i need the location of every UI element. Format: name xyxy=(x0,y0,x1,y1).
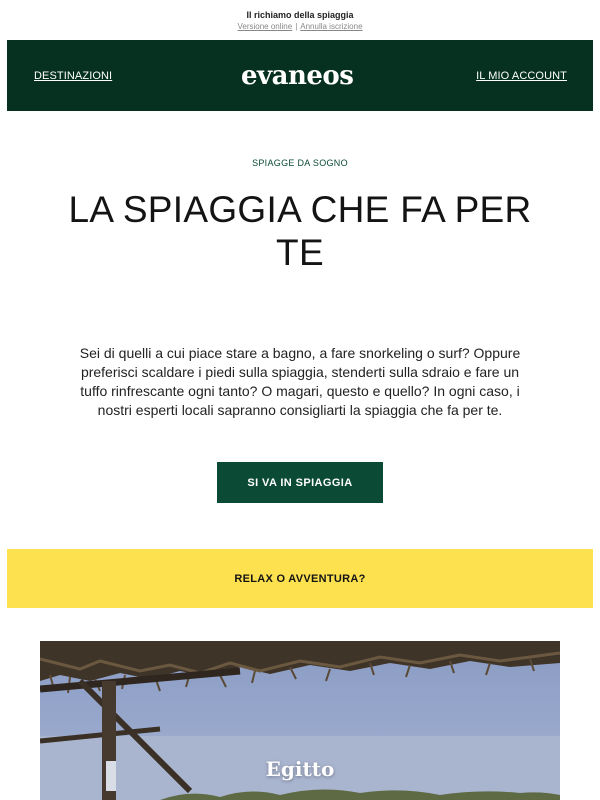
egypt-beach-photo[interactable] xyxy=(40,641,560,800)
hero-headline: LA SPIAGGIA CHE FA PER TE xyxy=(68,189,532,273)
email-header xyxy=(7,40,593,111)
preheader-title: Il richiamo della spiaggia xyxy=(246,10,354,20)
unsubscribe-link[interactable]: Annulla iscrizione xyxy=(300,22,363,31)
banner-label: RELAX O AVVENTURA? xyxy=(234,572,366,585)
nav-my-account-link[interactable]: IL MIO ACCOUNT xyxy=(476,69,567,82)
section-banner[interactable] xyxy=(7,549,593,608)
nav-destinations-link[interactable]: DESTINAZIONI xyxy=(34,69,113,82)
photo-caption: Egitto xyxy=(265,757,335,781)
preheader-separator: | xyxy=(295,22,298,31)
preheader-links xyxy=(0,21,600,33)
view-online-link[interactable]: Versione online xyxy=(237,22,293,31)
preheader xyxy=(0,9,600,33)
evaneos-logo[interactable]: evaneos xyxy=(240,60,354,91)
section-eyebrow: SPIAGGE DA SOGNO xyxy=(252,158,348,168)
hero-body-text: Sei di quelli a cui piace stare a bagno, a fare snorkeling o surf? Oppure preferisci scaldare i piedi sulla spiaggia, stenderti sulla sdraio e fare un tuffo rinfrescante ogni tanto? O magari, questo e quello? In ogni caso, i nostri esperti locali sapranno consigliarti la spiaggia che fa per te. xyxy=(79,345,521,418)
beach-cta-button[interactable]: SI VA IN SPIAGGIA xyxy=(217,462,383,503)
